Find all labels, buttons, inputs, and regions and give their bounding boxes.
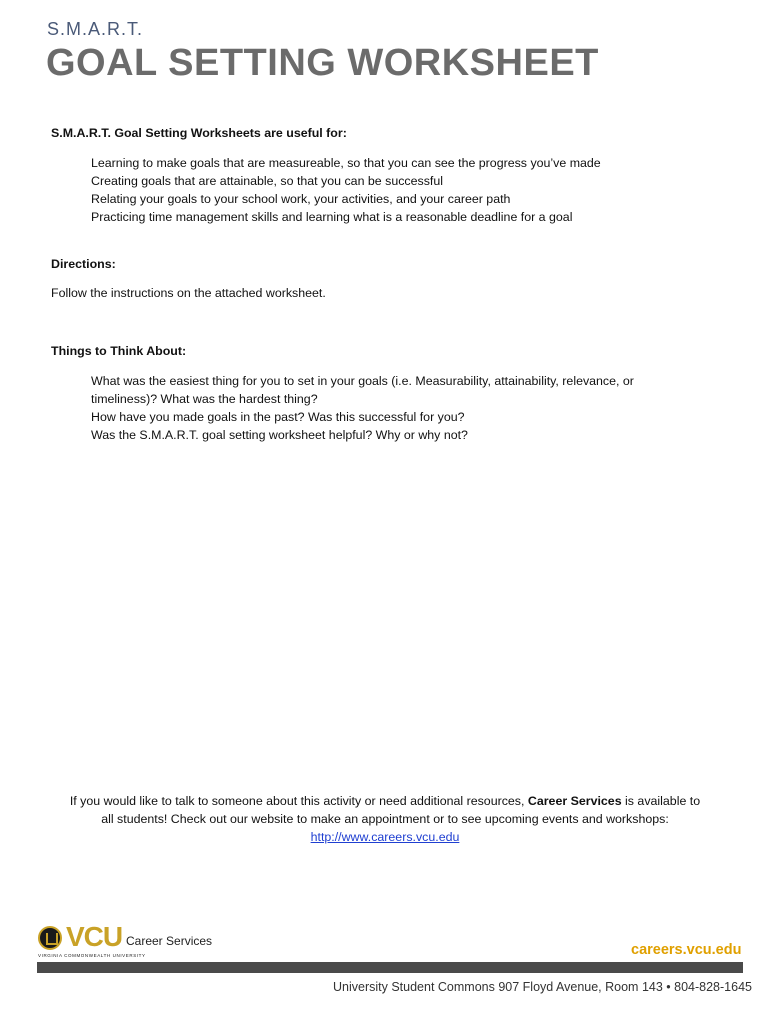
seal-icon: [38, 926, 62, 950]
list-item: timeliness)? What was the hardest thing?: [91, 392, 318, 406]
directions-text: Follow the instructions on the attached worksheet.: [51, 286, 326, 300]
vcu-logo: [38, 921, 213, 960]
logo-subtext: Career Services: [126, 934, 213, 948]
website-text: careers.vcu.edu: [631, 942, 742, 958]
note-line-1: [40, 792, 730, 810]
note-text: If you would like to talk to someone about this activity or need additional resources,: [69, 794, 528, 808]
document-title: GOAL SETTING WORKSHEET: [46, 42, 599, 84]
address-text: University Student Commons 907 Floyd Avenue, Room 143 • 804-828-1645: [333, 980, 752, 994]
note-text: is available to: [621, 794, 701, 808]
document-kicker: S.M.A.R.T.: [47, 19, 144, 39]
career-services-note: [40, 792, 730, 846]
career-services-name: Career Services: [527, 794, 622, 808]
useful-heading: S.M.A.R.T. Goal Setting Worksheets are useful for:: [51, 126, 347, 140]
think-heading: Things to Think About:: [51, 344, 187, 358]
careers-link[interactable]: http://www.careers.vcu.edu: [310, 830, 460, 844]
note-line-2: all students! Check out our website to make an appointment or to see upcoming events and workshops:: [101, 812, 669, 826]
list-item: Was the S.M.A.R.T. goal setting worksheet helpful? Why or why not?: [91, 428, 468, 442]
footer-bar: [37, 962, 743, 973]
list-item: Learning to make goals that are measureable, so that you can see the progress you’ve made: [91, 156, 601, 170]
logo-wordmark: VCU: [66, 921, 123, 952]
logo-university: VIRGINIA COMMONWEALTH UNIVERSITY: [38, 953, 146, 958]
directions-heading: Directions:: [51, 257, 116, 271]
list-item: Practicing time management skills and learning what is a reasonable deadline for a goal: [91, 210, 573, 224]
list-item: Relating your goals to your school work, your activities, and your career path: [91, 192, 511, 206]
list-item: What was the easiest thing for you to set in your goals (i.e. Measurability, attainability, relevance, or: [91, 374, 634, 388]
list-item: How have you made goals in the past? Was this successful for you?: [91, 410, 465, 424]
list-item: Creating goals that are attainable, so that you can be successful: [91, 174, 443, 188]
